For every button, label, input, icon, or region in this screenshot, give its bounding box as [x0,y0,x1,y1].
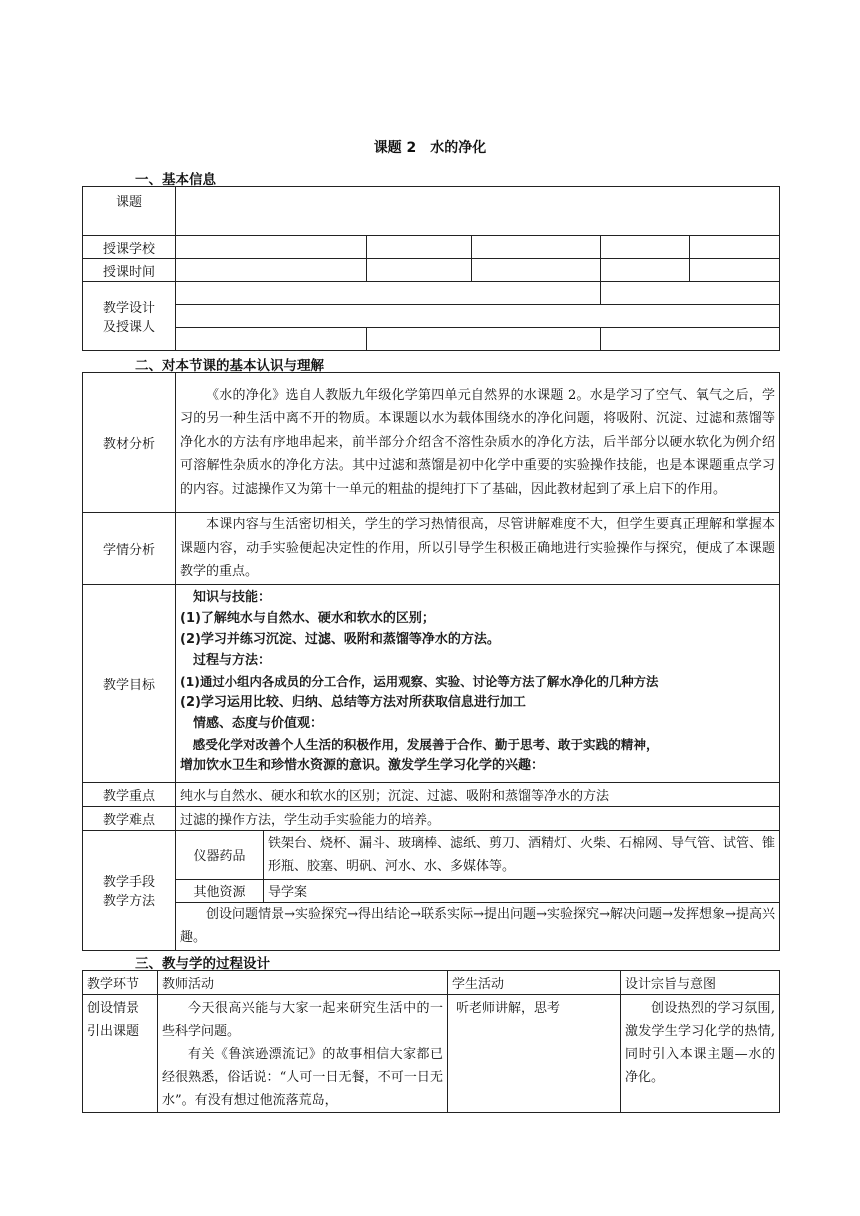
cell-school-3[interactable] [472,236,601,259]
goal-emotion-title: 情感、态度与价值观： [193,715,324,731]
label-methods: 教学方法 [102,894,155,909]
cell-designer-3c[interactable] [601,328,780,351]
teacher-activity-p2: 有关《鲁滨逊漂流记》的故事相信大家都已经很熟悉，俗话说：“人可一日无餐，不可一日无水”。有没有想过他流落荒岛， [162,1047,443,1108]
section-heading-process: 三、教与学的过程设计 [135,956,270,972]
cell-school-5[interactable] [690,236,780,259]
cell-time-3[interactable] [472,259,601,282]
cell-designer-3b[interactable] [367,328,601,351]
cell-school-1[interactable] [176,236,367,259]
stage-cell [83,995,158,1113]
label-instruments: 仪器药品 [176,830,264,879]
header-design-intent: 设计宗旨与意图 [621,971,780,995]
student-activity-cell: 听老师讲解，思考 [448,995,621,1113]
cell-time-5[interactable] [690,259,780,282]
header-teacher-activity: 教师活动 [158,971,448,995]
key-point-text: 纯水与自然水、硬水和软水的区别；沉淀、过滤、吸附和蒸馏等净水的方法 [176,782,780,806]
label-designer [83,282,176,351]
goal-emotion-2: 增加饮水卫生和珍惜水资源的意识。激发学生学习化学的兴趣： [180,757,545,773]
label-means-methods [83,830,176,950]
stage-line2: 引出课题 [87,1024,140,1039]
header-student-activity: 学生活动 [448,971,621,995]
teaching-goals [176,584,780,782]
process-table [82,970,780,1113]
cell-time-1[interactable] [176,259,367,282]
label-teaching-goals: 教学目标 [83,584,176,782]
teacher-activity-cell [158,995,448,1113]
label-material-analysis: 教材分析 [83,373,176,513]
cell-designer-2[interactable] [176,305,780,328]
cell-designer-1b[interactable] [601,282,780,305]
label-means: 教学手段 [102,875,155,890]
goal-process-1: (1)通过小组内各成员的分工合作，运用观察、实验、讨论等方法了解水净化的几种方法 [180,673,659,689]
understanding-table [82,372,780,951]
cell-time-2[interactable] [367,259,472,282]
label-learner-analysis: 学情分析 [83,513,176,585]
other-resources-text: 导学案 [264,879,780,902]
label-other-resources: 其他资源 [176,879,264,902]
basic-info-table [82,186,780,351]
cell-topic-value[interactable] [176,187,780,236]
label-difficulty: 教学难点 [83,806,176,830]
cell-designer-1a[interactable] [176,282,601,305]
stage-line1: 创设情景 [87,1001,140,1016]
page-title: 课题 2 水的净化 [373,140,487,156]
design-intent-cell: 创设热烈的学习氛围,激发学生学习化学的热情,同时引入本课主题—水的净化。 [621,995,780,1113]
goal-knowledge-title: 知识与技能： [193,589,272,605]
cell-designer-3a[interactable] [176,328,367,351]
cell-time-4[interactable] [601,259,690,282]
label-time: 授课时间 [83,259,176,282]
section-heading-understanding: 二、对本节课的基本认识与理解 [135,358,324,374]
cell-school-4[interactable] [601,236,690,259]
instruments-text: 铁架台、烧杯、漏斗、玻璃棒、滤纸、剪刀、酒精灯、火柴、石棉网、导气管、试管、锥形瓶、胶塞、明矾、河水、水、多媒体等。 [264,830,780,879]
goal-process-2: (2)学习运用比较、归纳、总结等方法对所获取信息进行加工 [180,694,526,710]
goal-knowledge-2: (2)学习并练习沉淀、过滤、吸附和蒸馏等净水的方法。 [180,631,500,647]
teacher-activity-p1: 今天很高兴能与大家一起来研究生活中的一些科学问题。 [162,1001,443,1039]
learner-analysis-text: 本课内容与生活密切相关，学生的学习热情很高，尽管讲解难度不大，但学生要真正理解和掌握本课题内容，动手实验便起决定性的作用，所以引导学生积极正确地进行实验操作与探究，便成了本课题教学的重点。 [176,513,780,585]
goal-emotion-1: 感受化学对改善个人生活的积极作用，发展善于合作、勤于思考、敢于实践的精神， [192,736,659,752]
label-key-point: 教学重点 [83,782,176,806]
material-analysis-text: 《水的净化》选自人教版九年级化学第四单元自然界的水课题 2。水是学习了空气、氧气之后，学习的另一种生活中离不开的物质。本课题以水为载体围绕水的净化问题，将吸附、沉淀、过滤和蒸馏等净化水的方法有序地串起来，前半部分介绍含不溶性杂质水的净化方法，后半部分以硬水软化为例介绍可溶解性杂质水的净化方法。其中过滤和蒸馏是初中化学中重要的实验操作技能，也是本课题重点学习的内容。过滤操作又为第十一单元的粗盐的提纯打下了基础，因此教材起到了承上启下的作用。 [176,373,780,513]
label-designer-line2: 及授课人 [102,320,155,335]
label-school: 授课学校 [83,236,176,259]
cell-school-2[interactable] [367,236,472,259]
method-flow-text: 创设问题情景→实验探究→得出结论→联系实际→提出问题→实验探究→解决问题→发挥想象→提高兴趣。 [176,902,780,950]
difficulty-text: 过滤的操作方法，学生动手实验能力的培养。 [176,806,780,830]
section-heading-basic-info: 一、基本信息 [135,172,216,188]
header-stage: 教学环节 [83,971,158,995]
label-designer-line1: 教学设计 [102,301,155,316]
goal-process-title: 过程与方法： [193,652,272,668]
label-topic: 课题 [83,187,176,236]
goal-knowledge-1: (1)了解纯水与自然水、硬水和软水的区别； [180,610,435,626]
